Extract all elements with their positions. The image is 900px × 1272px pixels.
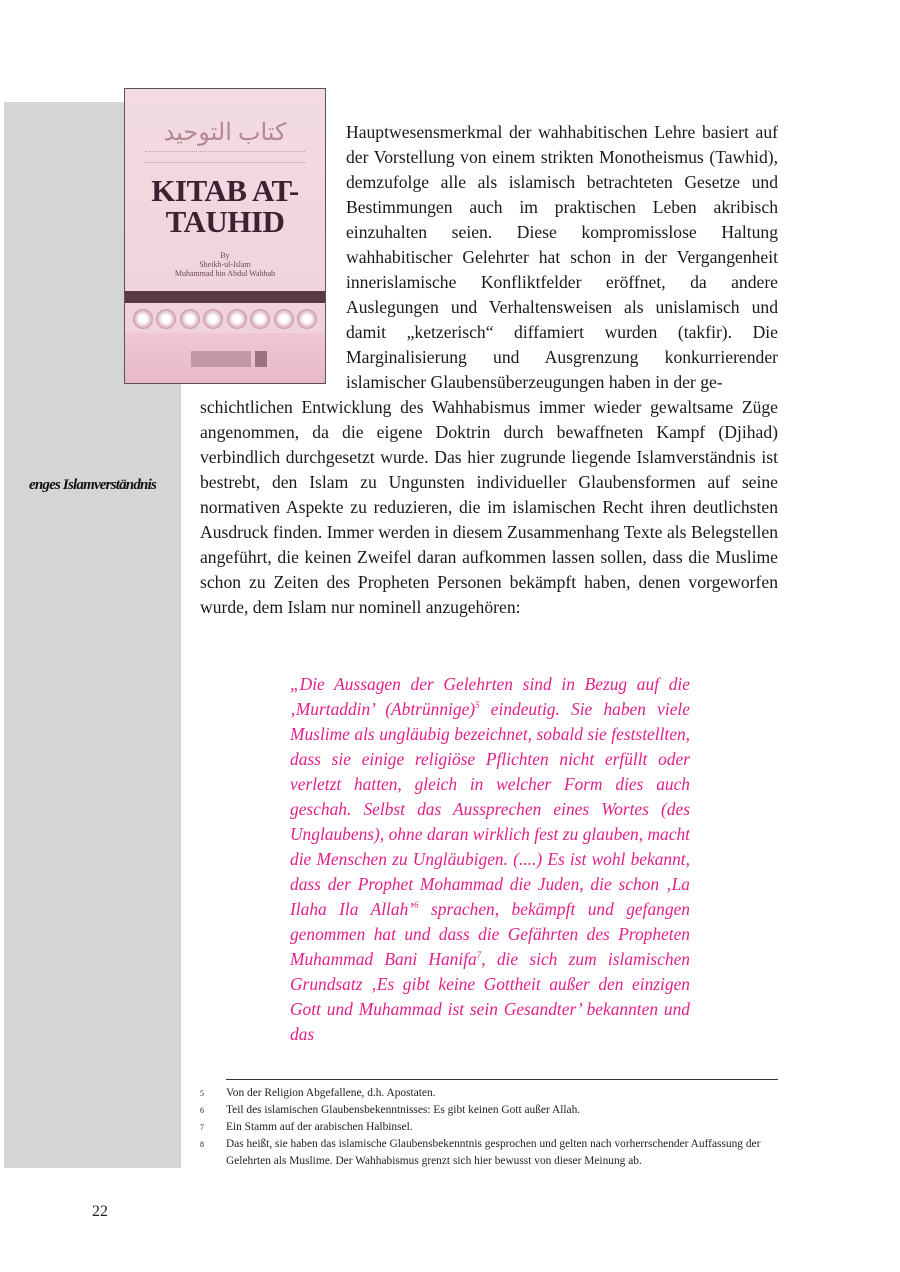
quote-part-1: „Die Aussagen der Gelehrten sind in Bezug auf die ‚Murtaddin’ (Abtrünnige)	[290, 674, 690, 719]
footnote-text: Teil des islamischen Glaubensbekenntnisses: Es gibt keinen Gott außer Allah.	[226, 1104, 581, 1116]
footnote-text: Das heißt, sie haben das islamische Glaubensbekenntnis gesprochen und gelten nach vorherrschender Auffassung der Gelehrten als Muslime. Der Wahhabismus grenzt sich hier bewusst von dieser Meinung ab.	[226, 1138, 761, 1167]
ornament-icon	[227, 309, 247, 329]
footnote-number: 6	[200, 1106, 204, 1115]
quote-part-4: , die sich zum islamischen Grundsatz ‚Es gibt keine Gottheit außer den einzigen Gott und Muhammad ist sein Gesandter’ bekannten und das	[290, 949, 690, 1044]
cover-author	[125, 251, 325, 278]
footnote-number: 7	[200, 1123, 204, 1132]
quote-part-3: sprachen, bekämpft und gefangen genommen hat und dass die Gefährten des Propheten Muhammad Bani Hanifa	[290, 899, 690, 969]
cover-dark-band	[125, 291, 325, 303]
footnotes	[200, 1085, 782, 1170]
footnote-item	[200, 1102, 782, 1119]
cover-title	[125, 175, 325, 237]
footnote-divider	[226, 1079, 778, 1080]
cover-title-text: KITAB AT-TAUHID	[151, 173, 299, 239]
publisher-logo-icon	[191, 351, 251, 367]
footnote-ref[interactable]: 6	[414, 900, 419, 911]
cover-arabic-subtitle-ornament	[145, 151, 305, 163]
ornament-icon	[156, 309, 176, 329]
ornament-icon	[133, 309, 153, 329]
ornament-icon	[203, 309, 223, 329]
footnote-ref[interactable]: 5	[475, 700, 480, 711]
book-cover-image	[124, 88, 326, 384]
footnote-text: Ein Stamm auf der arabischen Halbinsel.	[226, 1121, 413, 1133]
cover-author-line1: Sheikh-ul-Islam	[199, 260, 251, 269]
footnote-ref[interactable]: 7	[476, 950, 482, 961]
body-paragraph-top: Hauptwesensmerkmal der wahhabitischen Lehre basiert auf der Vorstellung von einem strikten Monotheismus (Tawhid), demzufolge alle als islamisch betrachteten Gesetze und Bestimmungen auch im praktischen Leben akribisch einzuhalten seien. Diese kompromisslose Haltung wahhabitischer Gelehrter hat schon in der Vergangenheit innerislamische Konfliktfelder eröffnet, da andere Auslegungen und Verhaltensweisen als unislamisch und damit „ketzerisch“ diffamiert wurden (takfir). Die Marginalisierung und Ausgrenzung konkurrierender islamischer Glaubensüberzeugungen haben in der ge-	[346, 122, 778, 392]
ornament-icon	[297, 309, 317, 329]
block-quote	[290, 672, 690, 1047]
footnote-text: Von der Religion Abgefallene, d.h. Apostaten.	[226, 1087, 436, 1099]
page-number: 22	[92, 1203, 108, 1220]
margin-note: enges Islamverständnis	[28, 477, 156, 493]
footnote-number: 5	[200, 1089, 204, 1098]
cover-author-line2: Muhammad bin Abdul Wahhab	[174, 269, 276, 278]
footnote-item	[200, 1119, 782, 1136]
footnote-item	[200, 1085, 782, 1102]
ornament-icon	[274, 309, 294, 329]
cover-by-label: By	[220, 251, 230, 260]
ornament-icon	[180, 309, 200, 329]
publisher-mark-icon	[255, 351, 267, 367]
cover-ornament-row	[133, 309, 317, 329]
ornament-icon	[250, 309, 270, 329]
cover-arabic-title: كتاب التوحيد	[163, 120, 287, 146]
footnote-number: 8	[200, 1140, 204, 1149]
body-paragraph-continued: schichtlichen Entwicklung des Wahhabismus immer wieder gewaltsame Züge angenommen, da die eigene Doktrin durch bewaffneten Kampf (Djihad) verbindlich durchgesetzt wurde. Das hier zugrunde liegende Islamverständnis ist bestrebt, den Islam zu Ungunsten individueller Glaubensformen auf seine normativen Aspekte zu reduzieren, die im islamischen Recht ihren deutlichsten Ausdruck finden. Immer werden in diesem Zusammenhang Texte als Belegstellen angeführt, die keinen Zweifel daran aufkommen lassen sollen, dass die Muslime schon zu Zeiten des Propheten Personen bekämpft haben, denen vorgeworfen wurde, dem Islam nur nominell anzugehören:	[200, 397, 778, 617]
footnote-item	[200, 1136, 782, 1170]
quote-part-2: eindeutig. Sie haben viele Muslime als ungläubig bezeichnet, sobald sie feststellten, dass sie einige religiöse Pflichten nicht erfüllt oder verletzt hatten, gleich in welcher Form dies auch geschah. Selbst das Aussprechen eines Wortes (des Unglaubens), ohne daran wirklich fest zu glauben, macht die Menschen zu Ungläubigen. (....) Es ist wohl bekannt, dass der Prophet Mohammad die Juden, die schon ‚La Ilaha Ila Allah’	[290, 699, 690, 919]
